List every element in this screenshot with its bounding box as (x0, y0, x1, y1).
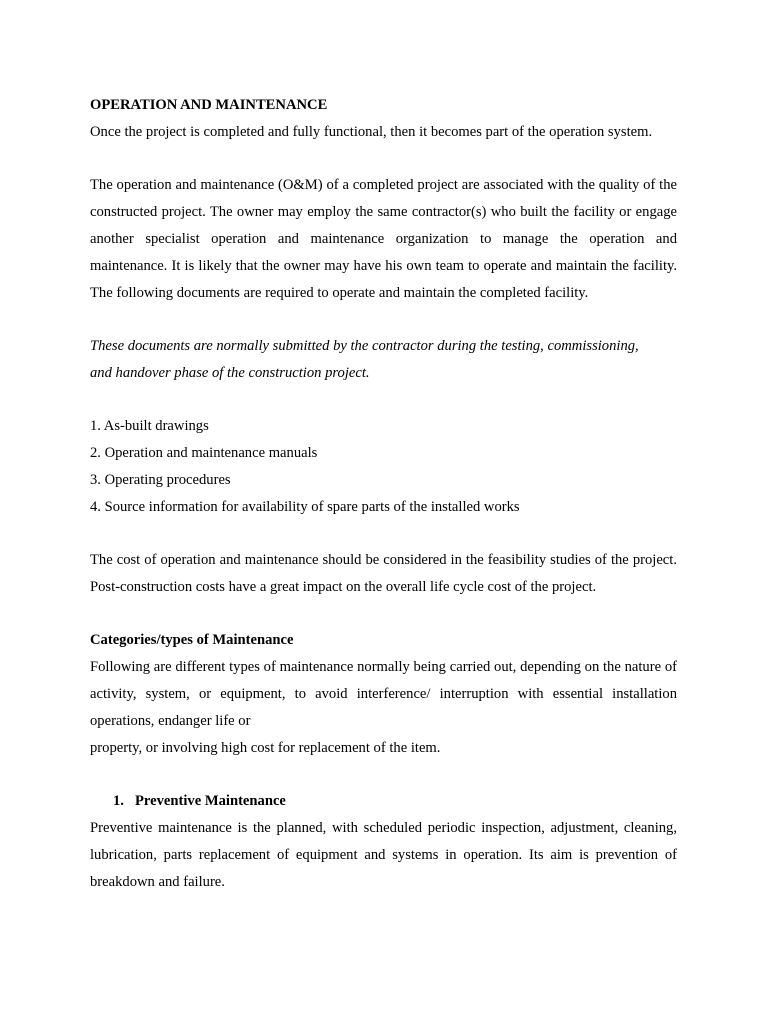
list-item: 3. Operating procedures (90, 472, 231, 488)
document-page (90, 92, 677, 896)
spacer (90, 387, 677, 413)
list-item: 1. As-built drawings (90, 418, 209, 434)
spacer (90, 521, 677, 547)
categories-heading: Categories/types of Maintenance (90, 632, 294, 648)
heading-number: 1. (113, 793, 124, 809)
italic-note: These documents are normally submitted by the contractor during the testing, commissioning, and handover phase of the construction project. (90, 338, 639, 381)
categories-paragraph: Following are different types of maintenance normally being carried out, depending on the nature of activity, system, or equipment, to avoid interference/ interruption with essential installation operations, endanger life or (90, 659, 677, 729)
documents-list (90, 413, 677, 521)
spacer (90, 762, 677, 788)
list-item: 2. Operation and maintenance manuals (90, 445, 318, 461)
preventive-paragraph: Preventive maintenance is the planned, with scheduled periodic inspection, adjustment, cleaning, lubrication, parts replacement of equipment and systems in operation. Its aim is prevention of breakdown and failure. (90, 820, 677, 890)
spacer (90, 307, 677, 333)
document-title: OPERATION AND MAINTENANCE (90, 97, 328, 113)
om-paragraph: The operation and maintenance (O&M) of a completed project are associated with the quality of the constructed project. The owner may employ the same contractor(s) who built the facility or engage another specialist operation and maintenance organization to manage the operation and maintenance. It is likely that the owner may have his own team to operate and maintain the facility. The following documents are required to operate and maintain the completed facility. (90, 177, 677, 301)
categories-paragraph-continued: property, or involving high cost for replacement of the item. (90, 740, 441, 756)
intro-paragraph: Once the project is completed and fully functional, then it becomes part of the operation system. (90, 124, 653, 140)
cost-paragraph: The cost of operation and maintenance should be considered in the feasibility studies of the project. Post-construction costs have a great impact on the overall life cycle cost of the project. (90, 552, 677, 595)
spacer (90, 146, 677, 172)
list-item: 4. Source information for availability of spare parts of the installed works (90, 499, 520, 515)
heading-text: Preventive Maintenance (135, 793, 286, 809)
spacer (90, 601, 677, 627)
preventive-maintenance-heading (90, 788, 677, 815)
